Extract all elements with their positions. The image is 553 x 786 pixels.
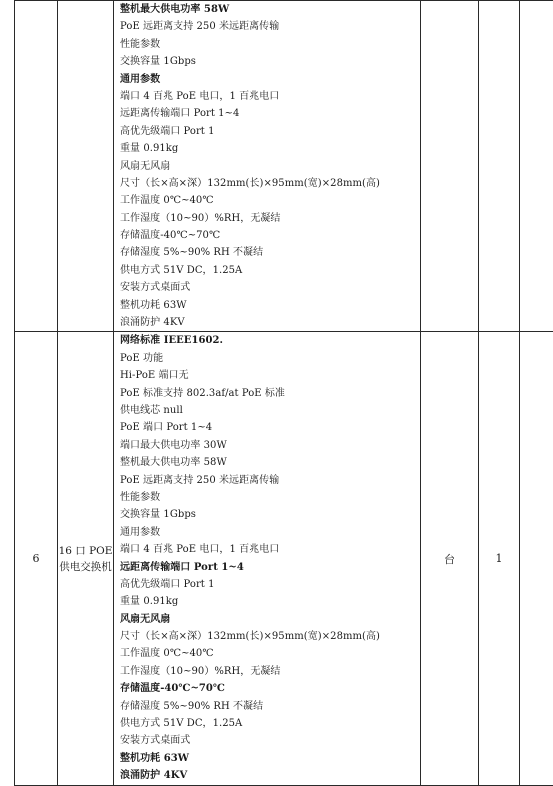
spec-line: 交换容量 1Gbps [120, 53, 420, 70]
spec-line: 重量 0.91kg [120, 140, 420, 157]
spec-line: 整机功耗 63W [120, 297, 420, 314]
spec-line: 远距离传输端口 Port 1~4 [120, 559, 420, 576]
spec-line: 安装方式桌面式 [120, 732, 420, 749]
spec-line: 交换容量 1Gbps [120, 506, 420, 523]
spec-line: PoE 端口 Port 1~4 [120, 419, 420, 436]
spec-line: 存储湿度 5%~90% RH 不凝结 [120, 244, 420, 261]
spec-line: 整机最大供电功率 58W [120, 454, 420, 471]
spec-line: 整机最大供电功率 58W [120, 1, 420, 18]
spec-line: 工作湿度（10~90）%RH，无凝结 [120, 210, 420, 227]
spec-table [14, 0, 553, 786]
unit-cell: 台 [421, 332, 479, 785]
spec-line: 通用参数 [120, 524, 420, 541]
spec-line: 浪涌防护 4KV [120, 314, 420, 331]
item-name-cell [58, 1, 114, 332]
spec-line: 尺寸（长×高×深）132mm(长)×95mm(宽)×28mm(高) [120, 628, 420, 645]
quantity-cell: 1 [479, 332, 520, 785]
spec-line: 尺寸（长×高×深）132mm(长)×95mm(宽)×28mm(高) [120, 175, 420, 192]
spec-line: 安装方式桌面式 [120, 279, 420, 296]
spec-line: 高优先级端口 Port 1 [120, 123, 420, 140]
spec-line: 重量 0.91kg [120, 593, 420, 610]
spec-line: 整机功耗 63W [120, 750, 420, 767]
spec-line: PoE 标准支持 802.3af/at PoE 标准 [120, 385, 420, 402]
spec-line: Hi-PoE 端口无 [120, 367, 420, 384]
spec-line: PoE 远距离支持 250 米远距离传输 [120, 18, 420, 35]
spec-line: 工作温度 0℃~40℃ [120, 192, 420, 209]
spec-line: 端口 4 百兆 PoE 电口，1 百兆电口 [120, 88, 420, 105]
spec-line: 高优先级端口 Port 1 [120, 576, 420, 593]
spec-line: 通用参数 [120, 71, 420, 88]
blank-cell [520, 1, 553, 332]
blank-cell [520, 332, 553, 785]
quantity-cell [479, 1, 520, 332]
spec-line: 供电方式 51V DC，1.25A [120, 262, 420, 279]
spec-line: 远距离传输端口 Port 1~4 [120, 105, 420, 122]
spec-line: 性能参数 [120, 36, 420, 53]
item-name-cell: 16 口 POE 供电交换机 [58, 332, 114, 785]
spec-line: 供电方式 51V DC，1.25A [120, 715, 420, 732]
spec-line: 存储温度-40℃~70℃ [120, 680, 420, 697]
spec-line: 网络标准 IEEE1602. [120, 332, 420, 349]
spec-line: 端口 4 百兆 PoE 电口，1 百兆电口 [120, 541, 420, 558]
spec-line: 性能参数 [120, 489, 420, 506]
unit-cell [421, 1, 479, 332]
spec-line: 供电线芯 null [120, 402, 420, 419]
spec-line: 工作湿度（10~90）%RH，无凝结 [120, 663, 420, 680]
spec-line: 工作温度 0℃~40℃ [120, 645, 420, 662]
table-row [15, 332, 553, 785]
spec-line: 风扇无风扇 [120, 158, 420, 175]
spec-line: 存储湿度 5%~90% RH 不凝结 [120, 698, 420, 715]
spec-line: 浪涌防护 4KV [120, 767, 420, 784]
spec-cell [114, 332, 421, 785]
spec-line: 风扇无风扇 [120, 611, 420, 628]
item-number-cell [15, 1, 58, 332]
spec-line: PoE 功能 [120, 350, 420, 367]
spec-cell [114, 1, 421, 332]
spec-line: 存储温度-40℃~70℃ [120, 227, 420, 244]
spec-line: PoE 远距离支持 250 米远距离传输 [120, 472, 420, 489]
table-row [15, 1, 553, 332]
spec-line: 端口最大供电功率 30W [120, 437, 420, 454]
item-number-cell: 6 [15, 332, 58, 785]
